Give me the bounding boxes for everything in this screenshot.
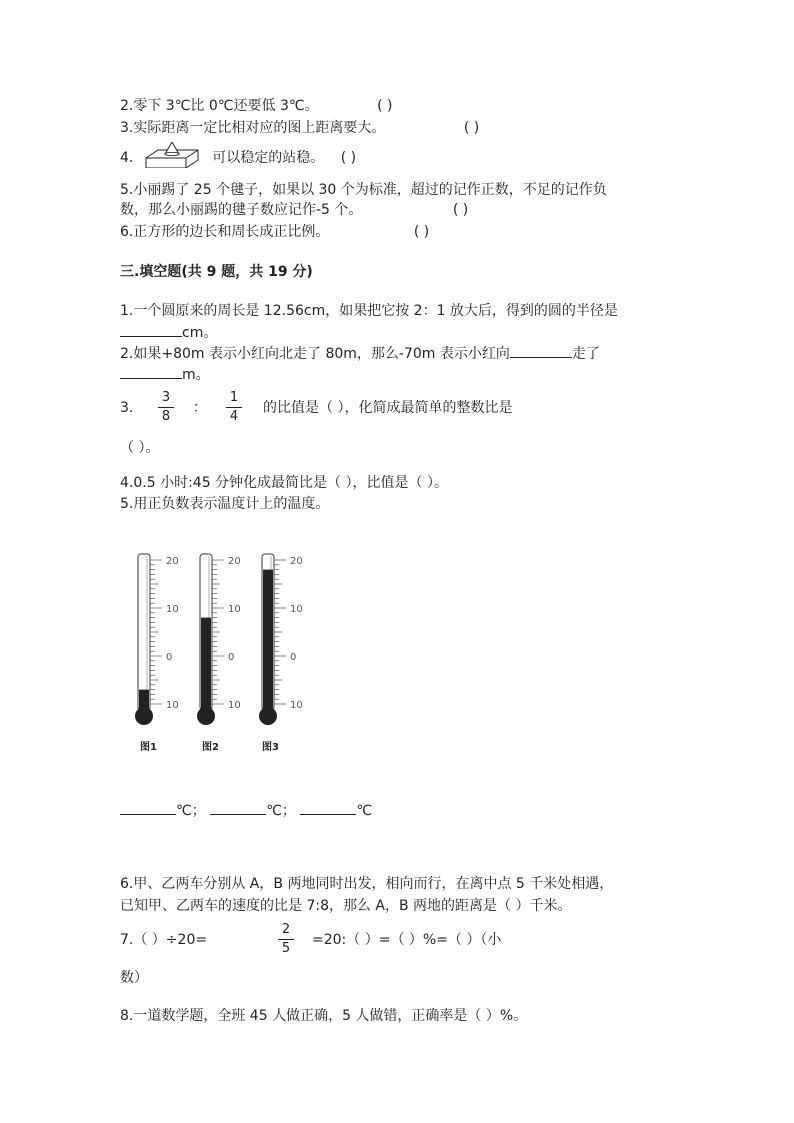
answer-blank[interactable] — [120, 322, 182, 337]
fill-q6-line2: 已知甲、乙两车的速度的比是 7:8，那么 A，B 两地的距离是（ ）千米。 — [120, 898, 572, 914]
fill-q8: 8.一道数学题，全班 45 人做正确，5 人做错，正确率是（ ）%。 — [120, 1008, 528, 1024]
scale-label: 20 — [166, 556, 179, 567]
thermometer-caption: 图3 — [262, 742, 279, 753]
fill-q1-line1: 1.一个圆原来的周长是 12.56cm，如果把它按 2：1 放大后，得到的圆的半径是 — [120, 303, 618, 319]
thermometer-bulb — [135, 707, 153, 725]
fill-q7-b: =20:（ ）=（ ）%=（ ）（小 — [312, 932, 502, 948]
section-title: 三.填空题(共 9 题，共 19 分) — [120, 264, 313, 280]
judge-q5-line2: 数，那么小丽踢的毽子数应记作-5 个。 ( ) — [120, 202, 469, 218]
thermometer-answers: ℃； ℃； ℃ — [120, 800, 372, 821]
cone-on-block-image — [144, 142, 202, 168]
fill-q5: 5.用正负数表示温度计上的温度。 — [120, 496, 330, 512]
thermometer-tube — [138, 554, 150, 710]
fraction-3-8: 3 8 — [158, 390, 174, 425]
judge-q2: 2.零下 3℃比 0℃还要低 3℃。 ( ) — [120, 98, 393, 114]
scale-label: 10 — [166, 604, 179, 615]
mercury-column — [263, 570, 273, 710]
scale-label: 10 — [228, 604, 241, 615]
fill-q2-line2: m。 — [120, 364, 210, 385]
judge-q6: 6.正方形的边长和周长成正比例。 ( ) — [120, 224, 430, 240]
fill-q7-a: 7.（ ）÷20= — [120, 932, 208, 948]
fill-q3-num: 3. — [120, 400, 134, 416]
thermometer-bulb — [259, 707, 277, 725]
answer-blank[interactable] — [300, 800, 356, 815]
scale-label: 10 — [290, 700, 303, 711]
scale-label: 0 — [228, 652, 235, 663]
thermometer-caption: 图1 — [140, 742, 157, 753]
fill-q2-line1: 2.如果+80m 表示小红向北走了 80m，那么-70m 表示小红向 走了 — [120, 343, 600, 364]
answer-blank[interactable] — [510, 343, 572, 358]
scale-label: 0 — [290, 652, 297, 663]
fill-q4: 4.0.5 小时:45 分钟化成最简比是（ ），比值是（ ）。 — [120, 475, 448, 491]
mercury-column — [201, 618, 211, 710]
thermometer-caption: 图2 — [202, 742, 219, 753]
fill-q7-line2: 数） — [120, 970, 148, 986]
judge-q5-line1: 5.小丽踢了 25 个毽子，如果以 30 个为标准，超过的记作正数，不足的记作负 — [120, 182, 607, 198]
scale-label: 10 — [166, 700, 179, 711]
thermometer-figure — [120, 548, 380, 758]
fill-q1-line2: cm。 — [120, 322, 217, 343]
answer-blank[interactable] — [120, 800, 176, 815]
scale-label: 10 — [228, 700, 241, 711]
judge-q4: 4. 可以稳定的站稳。 ( ) — [120, 142, 356, 168]
fraction-1-4: 1 4 — [226, 390, 242, 425]
fill-q3-line2: （ ）。 — [120, 440, 160, 456]
ratio-colon: ： — [193, 400, 207, 416]
answer-blank[interactable] — [210, 800, 266, 815]
thermometer-bulb — [197, 707, 215, 725]
scale-label: 10 — [290, 604, 303, 615]
fraction-2-5: 2 5 — [278, 922, 294, 957]
scale-label: 0 — [166, 652, 173, 663]
fill-q6-line1: 6.甲、乙两车分别从 A，B 两地同时出发，相向而行，在离中点 5 千米处相遇， — [120, 876, 614, 892]
mercury-column — [139, 690, 149, 710]
fill-q3-text: 的比值是（ ），化简成最简单的整数比是 — [263, 400, 513, 416]
scale-label: 20 — [290, 556, 303, 567]
cone-block-icon — [144, 142, 202, 168]
scale-label: 20 — [228, 556, 241, 567]
judge-q3: 3.实际距离一定比相对应的图上距离要大。 ( ) — [120, 120, 480, 136]
answer-blank[interactable] — [120, 364, 182, 379]
